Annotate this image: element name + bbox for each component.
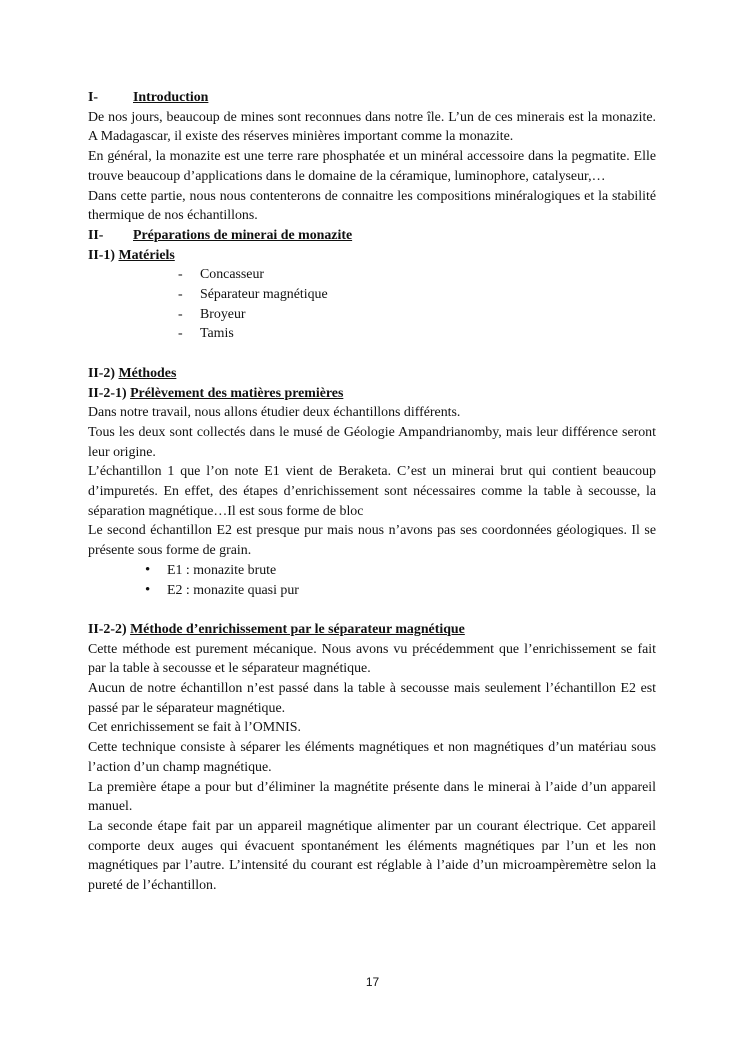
subsection-title: Prélèvement des matières premières — [130, 385, 344, 401]
paragraph: Le second échantillon E2 est presque pur mais nous n’avons pas ses coordonnées géologiques. Il se présente sous forme de grain. — [88, 523, 656, 559]
subsection-title: Méthodes — [118, 365, 177, 381]
subsection-title: Méthode d’enrichissement par le séparateur magnétique — [130, 621, 465, 637]
subsection-number: II-2) — [88, 365, 119, 381]
list-item: • E2 : monazite quasi pur — [135, 581, 656, 601]
subsection-heading-enrichissement — [88, 620, 656, 640]
spacer — [88, 600, 656, 620]
list-item: - Broyeur — [174, 305, 656, 325]
section-title: Introduction — [133, 90, 209, 105]
subsection-number: II-2-1) — [88, 385, 131, 401]
subsection-heading-methodes — [88, 364, 656, 384]
list-item: - Concasseur — [174, 265, 656, 285]
section-heading-introduction — [88, 88, 656, 108]
section-number: I- — [88, 90, 99, 105]
paragraph: Dans cette partie, nous nous contenterons de connaitre les compositions minéralogiques et la stabilité thermique de nos échantillons. — [88, 188, 656, 224]
paragraph: Cet enrichissement se fait à l’OMNIS. — [88, 720, 301, 736]
subsection-title: Matériels — [118, 247, 175, 263]
section-title: Préparations de minerai de monazite — [133, 227, 353, 243]
paragraph: Dans notre travail, nous allons étudier deux échantillons différents. — [88, 405, 461, 421]
subsection-number: II-1) — [88, 247, 119, 263]
paragraph: Aucun de notre échantillon n’est passé dans la table à secousse mais seulement l’échantillon E2 est passé par le séparateur magnétique. — [88, 681, 656, 716]
paragraph: Cette méthode est purement mécanique. Nous avons vu précédemment que l’enrichissement se fait par la table à secousse et le séparateur magnétique. — [88, 641, 656, 677]
paragraph: En général, la monazite est une terre rare phosphatée et un minéral accessoire dans la pegmatite. Elle trouve beaucoup d’applications dans le domaine de la céramique, luminophore, catalyseur,… — [88, 149, 656, 184]
document-page — [88, 88, 656, 896]
paragraph: La seconde étape fait par un appareil magnétique alimenter par un courant électrique. Cet appareil comporte deux auges qui évacuent spontanément les éléments magnétiques par l’un et les non magnétiques par l’autre. L’intensité du courant est réglable à l’aide d’un microampèremètre selon la pureté de l’échantillon. — [88, 818, 656, 894]
samples-list — [88, 561, 656, 600]
list-item: - Tamis — [174, 324, 656, 344]
materials-list — [88, 265, 656, 344]
section-heading-preparations — [88, 226, 656, 246]
spacer — [88, 344, 656, 364]
paragraph: Tous les deux sont collectés dans le musé de Géologie Ampandrianomby, mais leur différence seront leur origine. — [88, 424, 656, 460]
paragraph: Cette technique consiste à séparer les éléments magnétiques et non magnétiques d’un matériau sous l’action d’un champ magnétique. — [88, 740, 656, 775]
paragraph: La première étape a pour but d’éliminer la magnétite présente dans le minerai à l’aide d’un appareil manuel. — [88, 779, 656, 815]
list-item: - Séparateur magnétique — [174, 285, 656, 305]
list-item: • E1 : monazite brute — [135, 561, 656, 581]
paragraph: De nos jours, beaucoup de mines sont reconnues dans notre île. L’un de ces minerais est la monazite. A Madagascar, il existe des réserves minières important comme la monazite. — [88, 109, 656, 145]
paragraph: L’échantillon 1 que l’on note E1 vient de Beraketa. C’est un minerai brut qui contient beaucoup d’impuretés. En effet, des étapes d’enrichissement sont nécessaires comme la table à secousse, la séparation magnétique…Il est sous forme de bloc — [88, 464, 656, 519]
section-number: II- — [88, 227, 104, 243]
subsection-heading-prelevement — [88, 384, 656, 404]
page-number: 17 — [365, 975, 380, 989]
subsection-number: II-2-2) — [88, 621, 131, 637]
subsection-heading-materiels — [88, 246, 656, 266]
